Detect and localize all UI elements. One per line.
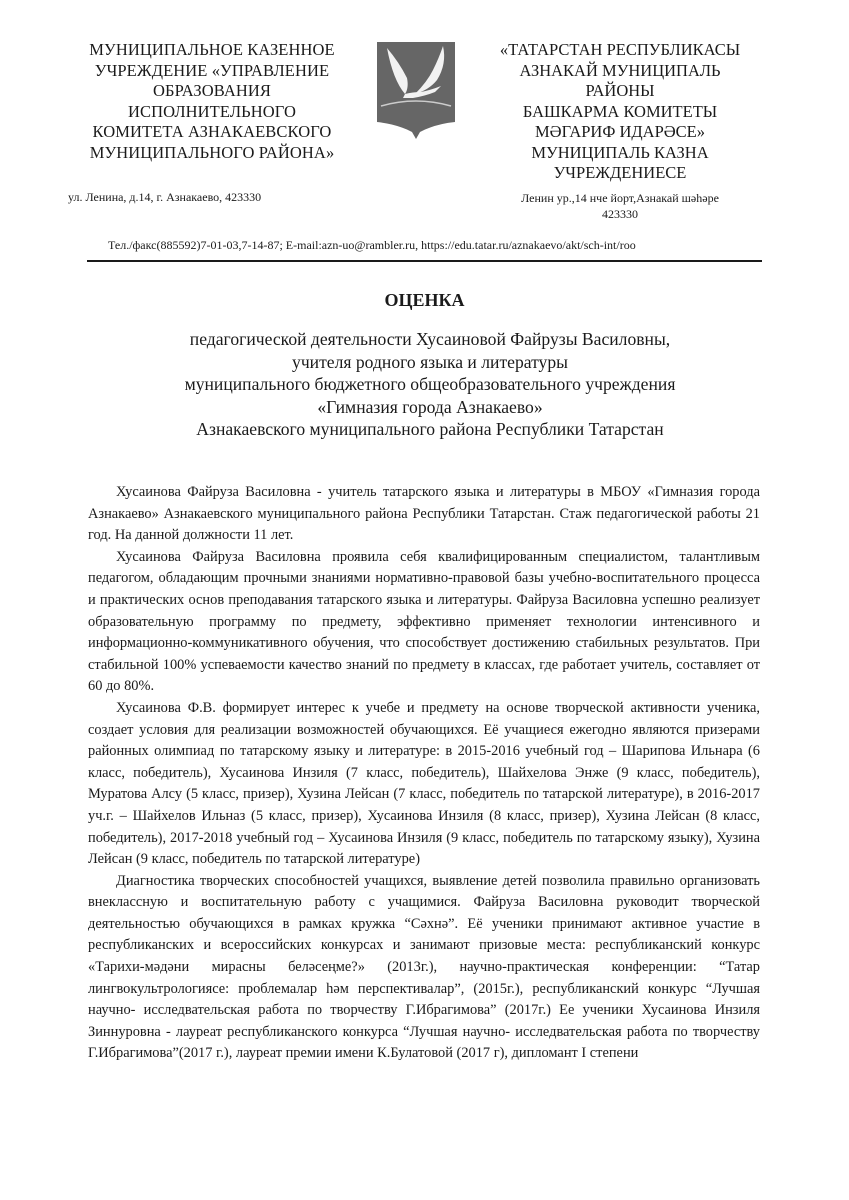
letterhead-left-line: КОМИТЕТА АЗНАКАЕВСКОГО (92, 122, 332, 141)
body-paragraph: Диагностика творческих способностей учащихся, выявление детей позволила правильно организовать внеклассную и воспитательную работу с учащимися. Файруза Василовна руководит творческой деятельностью обучающихся в рамках кружка “Сәхнә”. Её ученики принимают активное участие в республиканских и всероссийских конкурсах и занимают призовые места: республиканский конкурс «Тарихи-мәдәни мирасны беләсеңме?» (2013г.), научно-практическая конференции: “Татар лингвокультрологиясе: проблемалар һәм перспективалар”, (2015г.), республиканский конкурс “Лучшая научно- исследвательская работа по творчеству Г.Ибрагимова” (2017г.) Ее ученики Хусаинова Инзиля Зиннуровна - лауреат республиканского конкурса “Лучшая научно- исследвательская работа по творчеству Г.Ибрагимова”(2017 г.), лауреат премии имени К.Булатовой (2017 г), дипломант I степени (88, 872, 760, 1062)
body-paragraph: Хусаинова Файруза Василовна - учитель татарского языка и литературы в МБОУ «Гимназия города Азнакаево» Азнакаевского муниципального района Республики Татарстан. Стаж педагогической работы 21 год. На данной должности 11 лет. (88, 484, 760, 544)
letterhead-left-line: ОБРАЗОВАНИЯ (153, 81, 271, 100)
letterhead-right-line: МӘГАРИФ ИДАРӘСЕ» (534, 122, 705, 141)
letterhead-divider (87, 260, 762, 262)
document-body (88, 482, 760, 1065)
document-title: ОЦЕНКА (384, 290, 465, 310)
subtitle-line: педагогической деятельности Хусаиновой Файрузы Василовны, (189, 329, 671, 349)
body-paragraph: Хусаинова Ф.В. формирует интерес к учебе и предмету на основе творческой активности ученика, создает условия для реализации возможностей обучающихся. Её учащиеся ежегодно являются призерами районных олимпиад по татарскому языку и литературе: в 2015-2016 учебный год – Шарипова Ильнара (6 класс, победитель), Хусаинова Инзиля (7 класс, победитель), Шайхелова Энже (9 класс, победитель), Муратова Алсу (5 класс, призер), Хузина Лейсан (7 класс, победитель по татарской литературе), в 2016-2017 уч.г. – Шайхелов Ильназ (5 класс, призер), Хусаинова Инзиля (8 класс, призер), Хузина Лейсан (8 класс, победитель), 2017-2018 учебный год – Хусаинова Инзиля (9 класс, победитель по татарскому языку), Хузина Лейсан (9 класс, победитель по татарской литературе) (88, 699, 760, 868)
address-right (470, 190, 770, 222)
letterhead-right-line: УЧРЕЖДЕНИЕСЕ (553, 163, 687, 182)
address-right-postcode: 423330 (602, 207, 638, 221)
address-left: ул. Ленина, д.14, г. Азнакаево, 423330 (68, 190, 262, 204)
letterhead-right-line: МУНИЦИПАЛЬ КАЗНА (531, 142, 709, 162)
letterhead-left-line: МУНИЦИПАЛЬНОГО РАЙОНА» (89, 142, 335, 162)
letterhead-right-line: АЗНАКАЙ МУНИЦИПАЛЬ (519, 60, 721, 80)
letterhead-left (62, 40, 362, 163)
letterhead-left-line: МУНИЦИПАЛЬНОЕ КАЗЕННОЕ (89, 40, 335, 59)
subtitle-line: муниципального бюджетного общеобразовательного учреждения (184, 374, 676, 394)
coat-of-arms-icon (375, 40, 457, 140)
letterhead-right (470, 40, 770, 184)
document-subtitle (100, 328, 760, 441)
address-right-line: Ленин ур.,14 нче йорт,Азнакай шәһәре (521, 191, 719, 205)
contact-info: Тел./факс(885592)7-01-03,7-14-87; E-mail:azn-uo@rambler.ru, https://edu.tatar.ru/aznakaevo/akt/sch-int/roo (108, 238, 636, 252)
subtitle-line: учителя родного языка и литературы (292, 351, 568, 372)
letterhead-right-line: БАШКАРМА КОМИТЕТЫ (522, 101, 718, 121)
letterhead-right-line: РАЙОНЫ (585, 81, 655, 100)
subtitle-line: Азнакаевского муниципального района Республики Татарстан (196, 419, 664, 439)
letterhead-left-line: ИСПОЛНИТЕЛЬНОГО (128, 101, 296, 121)
subtitle-line: «Гимназия города Азнакаево» (317, 396, 543, 417)
letterhead-right-line: «ТАТАРСТАН РЕСПУБЛИКАСЫ (499, 40, 741, 59)
letterhead-left-line: УЧРЕЖДЕНИЕ «УПРАВЛЕНИЕ (94, 60, 330, 80)
body-paragraph: Хусаинова Файруза Василовна проявила себя квалифицированным специалистом, талантливым педагогом, обладающим прочными знаниями нормативно-правовой базы учебно-воспитательного процесса и практических основ преподавания татарского языка и литературы. Файруза Василовна успешно реализует образовательную программу по предмету, эффективно применяет технологии интенсивного и информационно-коммуникативного обучения, что способствует достижению стабильных результатов. При стабильной 100% успеваемости качество знаний по предмету в классах, где работает учитель, составляет от 60 до 80%. (88, 548, 760, 695)
